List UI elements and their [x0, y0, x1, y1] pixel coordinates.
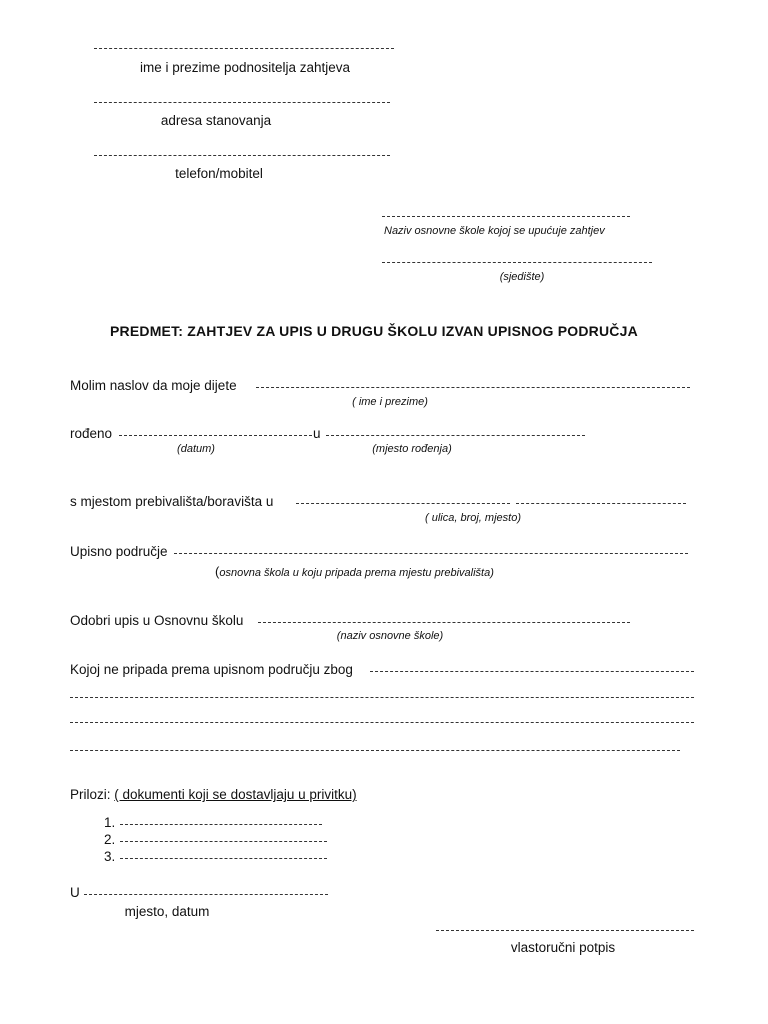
address-label: adresa stanovanja — [160, 113, 272, 128]
residence-hint: ( ulica, broj, mjesto) — [425, 512, 521, 524]
reason-line-4[interactable] — [70, 750, 680, 751]
district-hint — [215, 564, 494, 579]
district-hint-text: osnovna škola u koju pripada prema mjestu prebivališta) — [219, 567, 494, 579]
child-name-line[interactable] — [256, 387, 690, 388]
school-name-line[interactable] — [382, 216, 630, 217]
residence-line-1[interactable] — [296, 503, 510, 504]
seat-line[interactable] — [382, 262, 652, 263]
district-prefix: Upisno područje — [70, 544, 168, 559]
seat-label: (sjedište) — [499, 271, 545, 283]
attachments-label-note: ( dokumenti koji se dostavljaju u privitku) — [114, 787, 357, 802]
district-hint-paren: ( — [215, 564, 220, 579]
district-line[interactable] — [174, 553, 688, 554]
school-name-label: Naziv osnovne škole kojoj se upućuje zahtjev — [384, 225, 605, 237]
reason-prefix: Kojoj ne pripada prema upisnom području zbog — [70, 662, 353, 677]
residence-line-2[interactable] — [516, 503, 686, 504]
birth-date-hint: (datum) — [177, 443, 215, 455]
child-name-hint: ( ime i prezime) — [352, 396, 428, 408]
birthplace-line[interactable] — [326, 435, 585, 436]
born-in-label: u — [313, 426, 321, 441]
attachment-item-2-line[interactable] — [120, 841, 327, 842]
applicant-name-line[interactable] — [94, 48, 394, 49]
approve-hint: (naziv osnovne škole) — [336, 630, 444, 642]
reason-line-1[interactable] — [370, 671, 694, 672]
reason-line-2[interactable] — [70, 697, 694, 698]
approve-prefix: Odobri upis u Osnovnu školu — [70, 613, 244, 628]
attachment-item-3-line[interactable] — [120, 858, 327, 859]
place-date-line[interactable] — [84, 894, 328, 895]
place-date-label: mjesto, datum — [124, 904, 210, 919]
birthplace-hint: (mjesto rođenja) — [372, 443, 452, 455]
attachment-item-1-number: 1. — [104, 815, 116, 830]
attachment-item-3-number: 3. — [104, 849, 116, 864]
child-name-prefix: Molim naslov da moje dijete — [70, 378, 237, 393]
signature-label: vlastoručni potpis — [510, 940, 616, 955]
address-line[interactable] — [94, 102, 390, 103]
attachment-item-2-number: 2. — [104, 832, 116, 847]
attachment-item-1-line[interactable] — [120, 824, 322, 825]
place-prefix: U — [70, 885, 80, 900]
applicant-name-label: ime i prezime podnositelja zahtjeva — [139, 60, 351, 75]
phone-line[interactable] — [94, 155, 390, 156]
birth-date-line[interactable] — [119, 435, 312, 436]
phone-label: telefon/mobitel — [175, 166, 263, 181]
residence-prefix: s mjestom prebivališta/boravišta u — [70, 494, 274, 509]
attachments-label-prefix: Prilozi: — [70, 787, 115, 802]
subject-title: PREDMET: ZAHTJEV ZA UPIS U DRUGU ŠKOLU IZVAN UPISNOG PODRUČJA — [110, 323, 638, 339]
signature-line[interactable] — [436, 930, 694, 931]
born-prefix: rođeno — [70, 426, 113, 441]
reason-line-3[interactable] — [70, 722, 694, 723]
attachments-label — [70, 787, 357, 802]
approve-school-line[interactable] — [258, 622, 630, 623]
